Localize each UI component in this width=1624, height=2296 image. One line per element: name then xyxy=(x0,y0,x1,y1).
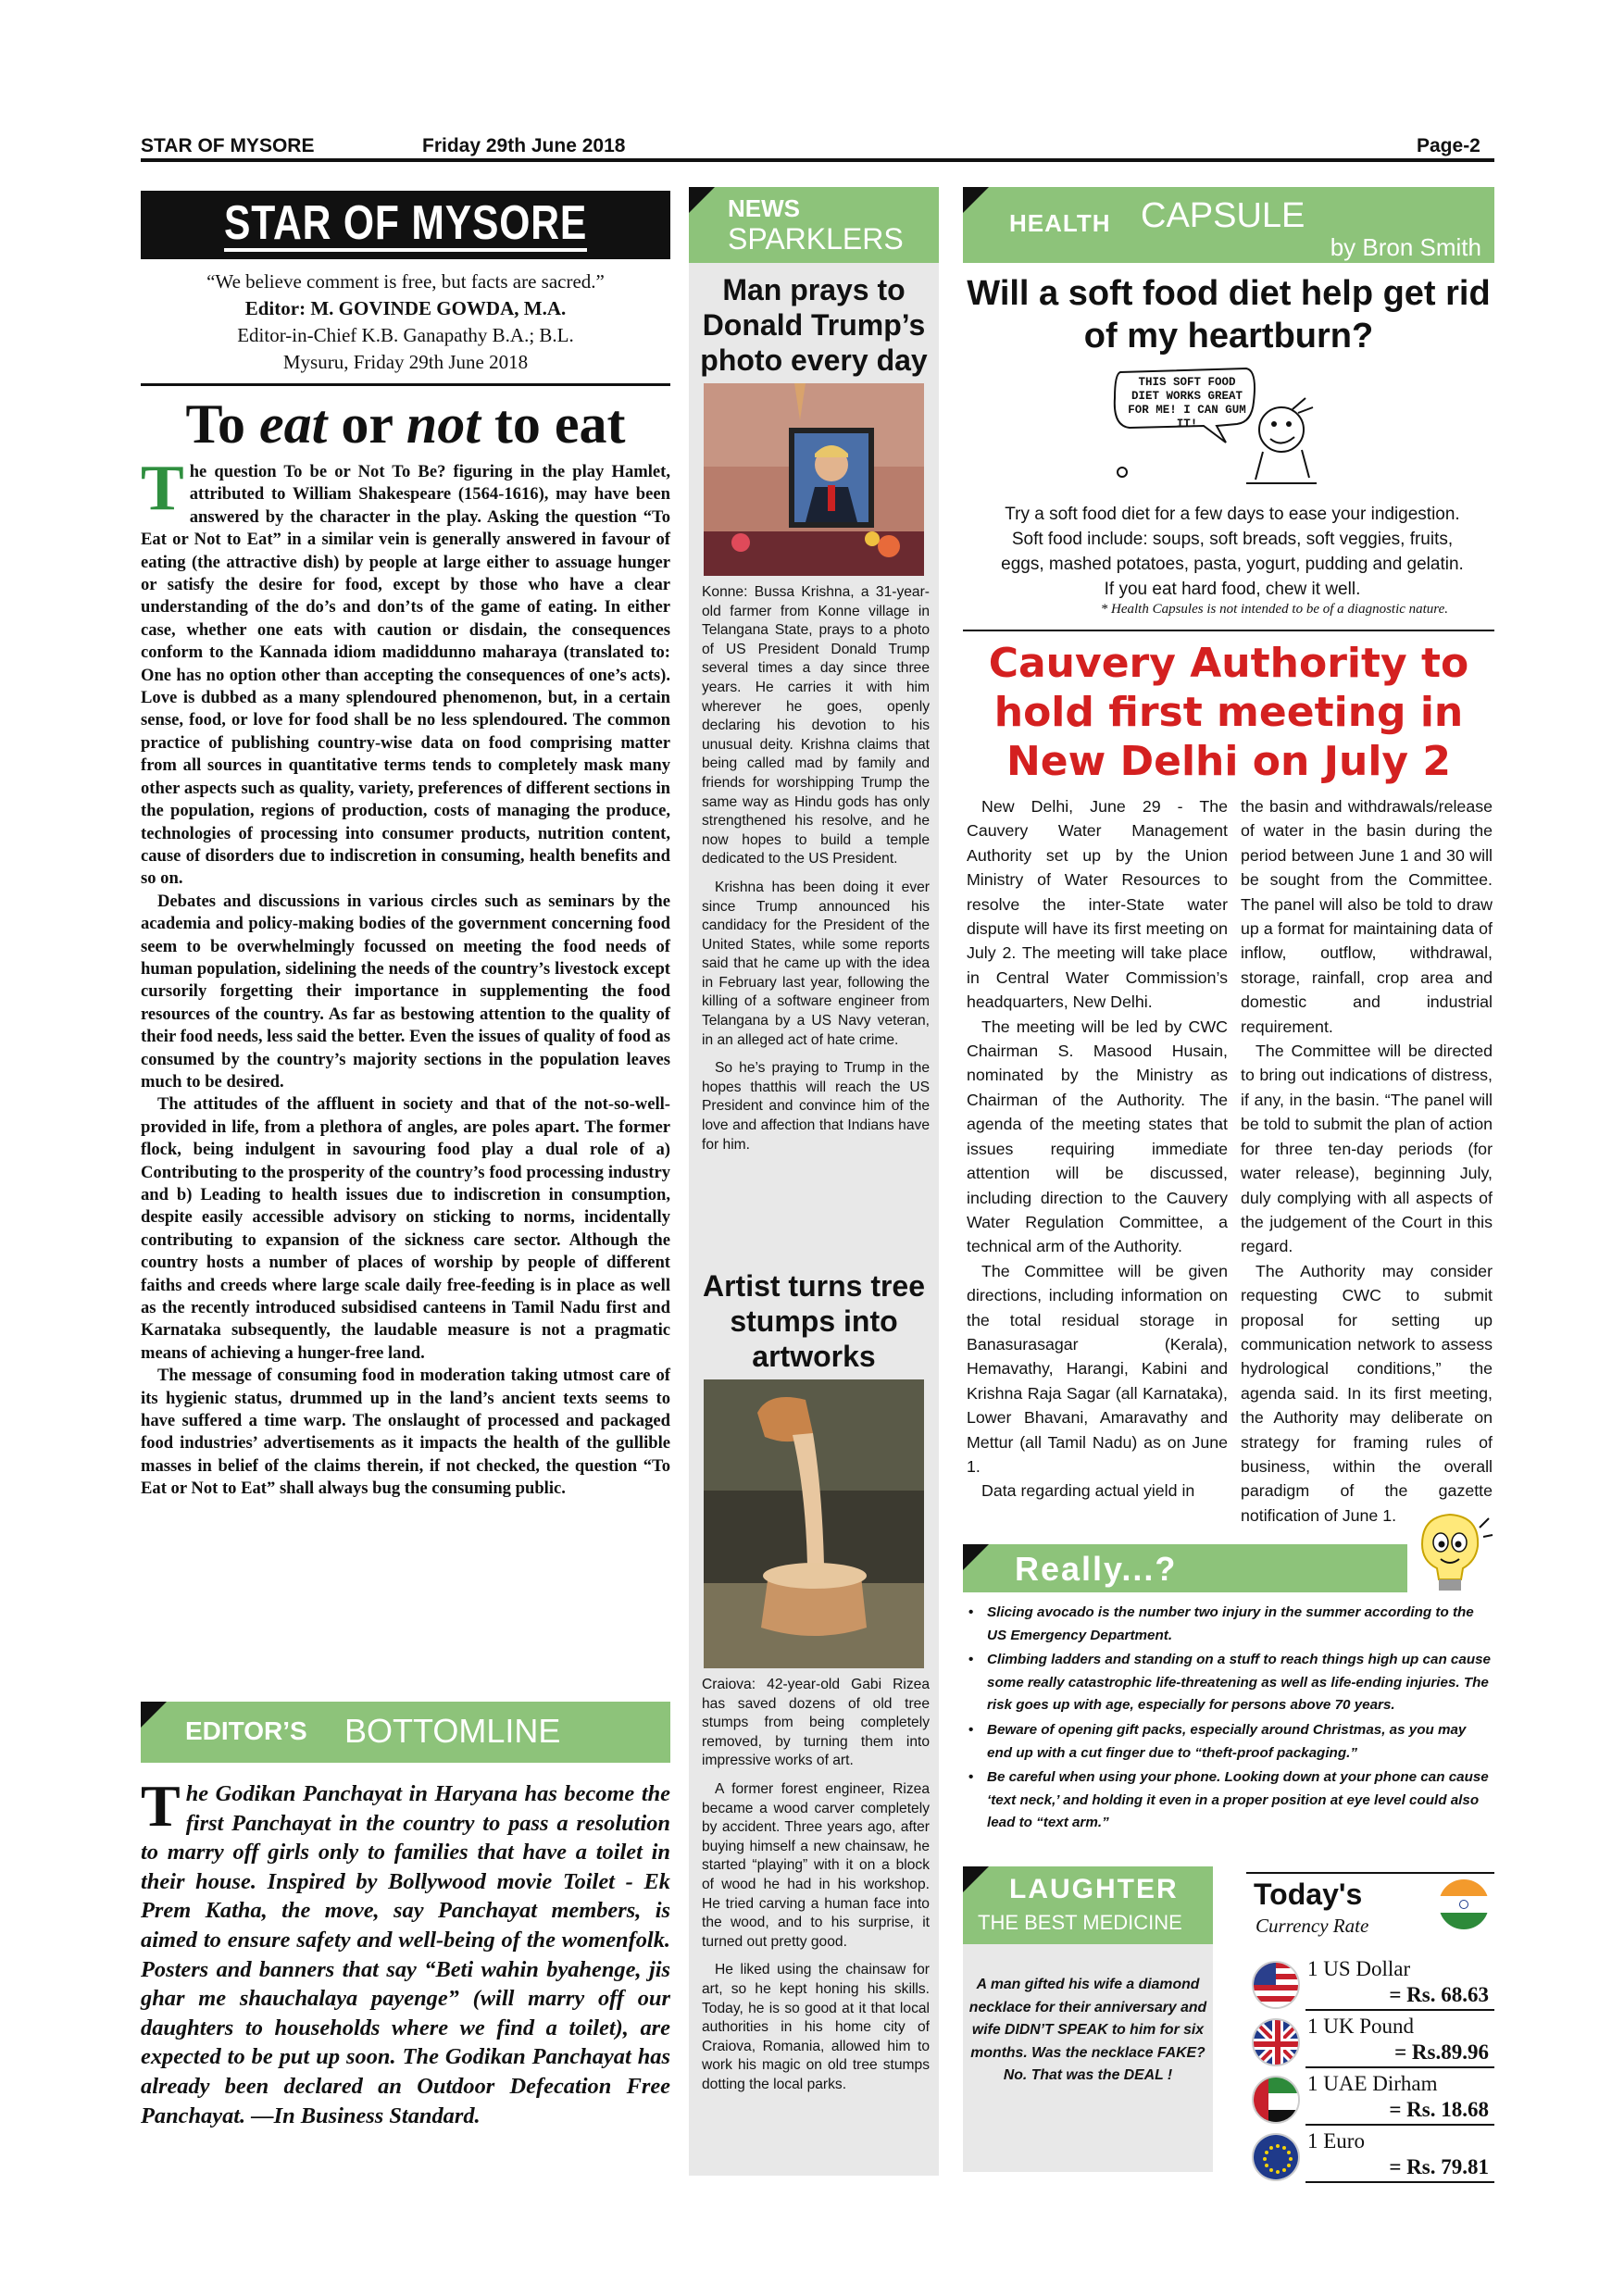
currency-value: = Rs. 18.68 xyxy=(1389,2098,1489,2121)
really-list xyxy=(963,1602,1494,1837)
story1-title: Man prays to Donald Trump’s photo every day xyxy=(700,273,928,377)
row-divider xyxy=(1305,2124,1494,2126)
corner-marker xyxy=(141,1702,167,1728)
story1-paragraph: Konne: Bussa Krishna, a 31-year-old farmer from Konne village in Telangana State, prays to a photo of US President Donald Trump several times a day since three years. He carries it with him wherever he goes, openly declaring his devotion to his unusual deity. Krishna claims that being called mad by family and friends for worshipping Trump the same way as Hindu gods has only strengthened his resolve, and he now hopes to build a temple dedicated to the US President. xyxy=(702,584,930,867)
cauvery-column-2 xyxy=(1241,794,1493,1528)
story2-paragraph: Craiova: 42-year-old Gabi Rizea has saved dozens of old tree stumps from being completely removed, by turning them into impressive works of art. xyxy=(702,1677,930,1769)
corner-marker xyxy=(963,187,989,213)
uae-flag-icon xyxy=(1252,2076,1300,2124)
currency-row xyxy=(1246,2070,1494,2128)
cartoon-speech-bubble: THIS SOFT FOOD DIET WORKS GREAT FOR ME! I CAN GUM IT! xyxy=(1128,376,1246,430)
us-flag-icon xyxy=(1252,1961,1300,2009)
cauvery-paragraph: The meeting will be led by CWC Chairman S. Masood Husain, nominated by the Ministry as Chairman of the Authority. The agenda of the meeting states that issues requiring immediate attention will be discussed, including direction to the Cauvery Water Regulation Committee, a technical arm of the Authority. xyxy=(967,1017,1228,1256)
currency-row xyxy=(1246,1955,1494,2013)
health-disclaimer: * Health Capsules is not intended to be of a diagnostic nature. xyxy=(1100,602,1448,617)
health-question: Will a soft food diet help get rid of my heartburn? xyxy=(967,274,1491,356)
laughter-joke: A man gifted his wife a diamond necklace for their anniversary and wife DIDN’T SPEAK to him for six months. Was the necklace FAKE? No. That was the DEAL ! xyxy=(968,1977,1207,2084)
health-rule xyxy=(963,630,1494,631)
news-sparklers-label: NEWS SPARKLERS xyxy=(689,187,939,263)
bottomline-body: The Godikan Panchayat in Haryana has become the first Panchayat in the country to pass a resolution to marry off girls only to families that have a toilet in their house. Inspired by Bollywood movie Toilet - Ek Prem Katha, the move, say Panchayat members, is aimed to ensure safety and well-being of the womenfolk. Posters and banners that say “Beti wahin byahenge, jis ghar me shauchalaya payenge” (will marry off our daughters to households where we find a toilet), are expected to be put up soon. The Godikan Panchayat has already been declared an Outdoor Defecation Free Panchayat. —In Business Standard. xyxy=(141,1773,670,2128)
story1-paragraph: So he’s praying to Trump in the hopes thatthis will reach the US President and convince him of the love and affection that Indians have for him. xyxy=(702,1060,930,1153)
row-divider xyxy=(1305,2181,1494,2183)
story2-paragraph: He liked using the chainsaw for art, so he kept honing his skills. Today, he is so good at it that local authorities in his home city of Craiova, Romania, allowed him to work his magic on old tree stumps dotting the local parks. xyxy=(702,1962,930,2092)
currency-name: 1 UK Pound xyxy=(1307,2015,1415,2038)
list-item: • Climbing ladders and standing on a stuff to reach things high up can cause some really catastrophic life-threatening as well as life-ending injuries. The risk goes up with age, especially for persons above 70 years. xyxy=(963,1649,1494,1717)
story2-title: Artist turns tree stumps into artworks xyxy=(702,1269,926,1373)
lightbulb-icon xyxy=(1405,1509,1494,1598)
cauvery-paragraph: The Committee will be given directions, including information on the total residual storage in Banasurasagar (Kerala), Hemavathy, Harangi, Kabini and Krishna Raja Sagar (all Karnataka), Lower Bhavani, Amaravathy and Mettur (all Tamil Nadu) as on June 1. xyxy=(967,1261,1228,1476)
story1-paragraph: Krishna has been doing it ever since Trump announced his candidacy for the President of the United States, while some reports said that he came up with the idea in February last year, following the killing of a software engineer from Telangana by a US Navy veteran, in an alleged act of hate crime. xyxy=(702,879,930,1048)
cauvery-paragraph: the basin and withdrawals/release of water in the basin during the period between June 1 and 30 will be sought from the Committee. The panel will also be told to draw up a format for maintaining data of inflow, outflow, withdrawal, storage, rainfall, crop area and domestic and industrial requirement. xyxy=(1241,797,1493,1036)
header-rule xyxy=(141,158,1494,162)
corner-marker xyxy=(963,1866,989,1892)
trump-prayer-photo xyxy=(704,383,924,576)
currency-row xyxy=(1246,2013,1494,2070)
story1-body xyxy=(702,583,930,1164)
list-item: • Slicing avocado is the number two injury in the summer according to the US Emergency Department. xyxy=(963,1602,1494,1647)
cauvery-paragraph: The Authority may consider requesting CWC to submit proposal for setting up communication network to assess hydrological conditions,” the agenda said. In its first meeting, the Authority may deliberate on strategy for framing rules of business, within the overall paradigm of the gazette notification of June 1. xyxy=(1241,1261,1493,1525)
masthead-info xyxy=(141,268,670,376)
health-answer: Try a soft food diet for a few days to ease your indigestion. Soft food include: soups, soft breads, soft veggies, fruits, eggs, mashed potatoes, pasta, yogurt, pudding and gelatin. If you eat hard food, chew it well. xyxy=(1001,505,1464,599)
currency-value: = Rs. 79.81 xyxy=(1389,2155,1489,2178)
masthead-motto: “We believe comment is free, but facts are sacred.” xyxy=(206,270,605,293)
currency-table xyxy=(1246,1872,1494,2178)
corner-marker xyxy=(689,187,715,213)
header-date: Friday 29th June 2018 xyxy=(422,135,626,156)
currency-value: = Rs. 68.63 xyxy=(1389,1983,1489,2006)
list-item: • Beware of opening gift packs, especially around Christmas, as you may end up with a cut finger due to “theft-proof packaging.” xyxy=(963,1719,1494,1765)
currency-title: Today's xyxy=(1254,1878,1363,1911)
currency-subtitle: Currency Rate xyxy=(1255,1915,1369,1937)
masthead-editor-in-chief: Editor-in-Chief K.B. Ganapathy B.A.; B.L. xyxy=(237,324,574,346)
cauvery-paragraph: Data regarding actual yield in xyxy=(981,1481,1195,1501)
laughter-label: LAUGHTER THE BEST MEDICINE xyxy=(963,1866,1213,1944)
editorial-paragraph: The message of consuming food in moderation taking utmost care of its hygienic status, drummed up in the land’s ancient texts seems to have suffered a time warp. The onslaught of processed and packaged food industries’ advertisements as it impacts the health of the gullible masses in belief of the claims therein, if not checked, the question “To Eat or Not to Eat” shall always bug the consuming public. xyxy=(141,1366,670,1499)
really-label: Really...? xyxy=(963,1544,1407,1592)
tree-stump-art-photo xyxy=(704,1379,924,1668)
header-paper-name: STAR OF MYSORE xyxy=(141,135,315,156)
currency-row xyxy=(1246,2128,1494,2185)
row-divider xyxy=(1305,2066,1494,2068)
masthead-logo: STAR OF MYSORE xyxy=(141,191,670,259)
list-item: • Be careful when using your phone. Looking down at your phone can cause ‘text neck,’ and holding it even in a proper position at eye level could also lead to “text arm.” xyxy=(963,1766,1494,1835)
cauvery-paragraph: The Committee will be directed to bring out indications of distress, if any, in the basin. “The panel will be told to submit the plan of action for three ten-day periods (for water release), beginning July, duly complying with all aspects of the judgement of the Court in this regard. xyxy=(1241,1042,1493,1256)
drop-cap: T xyxy=(141,453,184,524)
masthead-dateline: Mysuru, Friday 29th June 2018 xyxy=(282,351,529,373)
editorial-body xyxy=(141,453,670,1501)
editorial-paragraph: The attitudes of the affluent in society and that of the not-so-well-provided in life, from a plethora of angles, are poles apart. The former flock, being indulgent in savouring food play a dual role of a) Contributing to the prosperity of the country’s food processing industry and b) Leading to health issues due to indiscretion in consumption, despite easily accessible advisory on sticking to norms, incidentally contributing to expansion of the sickness care sector. Although the country hosts a number of places of worship by people of different faiths and creeds where large scale daily free-feeding is in place as well as the recently introduced subsidised canteens in Tamil Nadu first and Karnataka subsequently, the laudable measure is not a pragmatic means of achieving a hunger-free land. xyxy=(141,1094,670,1363)
bottomline-label: EDITOR’S BOTTOMLINE xyxy=(141,1702,670,1763)
masthead-rule xyxy=(141,383,670,386)
cauvery-paragraph: New Delhi, June 29 - The Cauvery Water Management Authority set up by the Union Ministry of Water Resources to resolve the inter-State water dispute will have its first meeting on July 2. The meeting will take place in Central Water Commission’s headquarters, New Delhi. xyxy=(967,797,1228,1012)
currency-name: 1 Euro xyxy=(1307,2129,1365,2152)
story2-body xyxy=(702,1676,930,2103)
currency-name: 1 UAE Dirham xyxy=(1307,2072,1438,2095)
currency-value: = Rs.89.96 xyxy=(1394,2040,1489,2064)
corner-marker xyxy=(963,1544,989,1570)
uk-flag-icon xyxy=(1252,2018,1300,2066)
health-capsule-label: HEALTH CAPSULE by Bron Smith xyxy=(963,187,1494,263)
editorial-title: To eat or not to eat xyxy=(185,393,626,455)
editorial-paragraph: The question To be or Not To Be? figuring in the play Hamlet, attributed to William Shakespeare (1564-1616), may have been answered by the character in the play. Asking the question “To Eat or Not to Eat” in a similar vein is generally answered in favour of eating (the attractive dish) by people at large either to assuage hunger or satisfy the desire for food, except by those who have a clear understanding of the do’s and don’ts of the game of eating. In either case, whether one eats with caution or disdain, the consequences conform to the Kannada idiom madiddunno maharaya (translated to: One has no option other than accepting the consequences of one’s acts). Love is dubbed as a many splendoured phenomenon, but, in a certain sense, food, or love for food shall be no less splendoured. The common practice of publishing country-wise data on food comprising matter from all sources in quantitative terms tends to completely mask many other aspects such as quality, variety, preferences of different sections in the population, regions of production, costs of managing the produce, technologies of processing into consumer products, nutrition content, cause of disorders due to indiscretion in consuming, health benefits and so on. xyxy=(141,453,670,889)
row-divider xyxy=(1305,2009,1494,2011)
masthead-editor: Editor: M. GOVINDE GOWDA, M.A. xyxy=(244,297,567,319)
cauvery-headline: Cauvery Authority to hold first meeting in New Delhi on July 2 xyxy=(988,640,1469,785)
cauvery-column-1 xyxy=(967,794,1228,1504)
health-cartoon xyxy=(1107,365,1320,493)
eu-flag-icon xyxy=(1252,2133,1300,2181)
editorial-paragraph: Debates and discussions in various circles such as seminars by the academia and policy-making bodies of the government concerning food seem to be overwhelmingly focussed on meeting the food needs of human population, sidelining the needs of the country’s livestock except cursorily forgetting their importance in supplementing the food resources of the country. As far as bestowing attention to the quality of their food needs, less said the better. Even the issues of quality of food as consumed by the country’s majority sections in the population leaves much to be desired. xyxy=(141,891,670,1092)
currency-name: 1 US Dollar xyxy=(1307,1957,1411,1980)
drop-cap: T xyxy=(141,1773,181,1839)
header-page-number: Page-2 xyxy=(1417,135,1480,156)
story2-paragraph: A former forest engineer, Rizea became a wood carver completely by accident. Three years ago, after buying himself a new chainsaw, he started “playing” with it on a block of wood he had in his workshop. He tried carving a human face into the wood, and to his surprise, it turned out pretty good. xyxy=(702,1780,930,1950)
